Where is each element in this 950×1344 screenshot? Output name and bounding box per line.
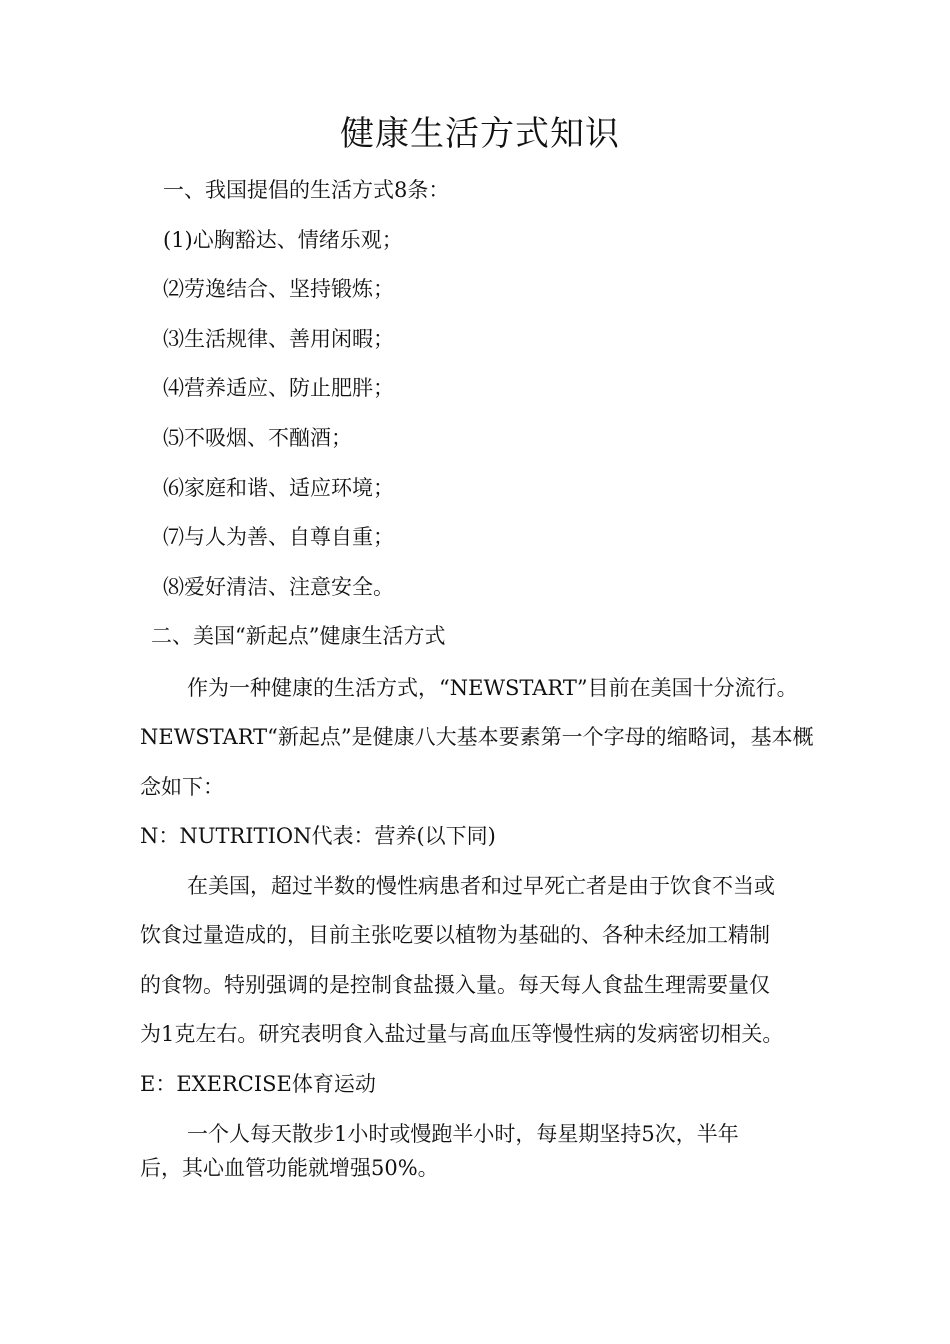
intro-line: 作为一种健康的生活方式，“NEWSTART”目前在美国十分流行。 xyxy=(187,676,798,700)
list-item: ⑻爱好清洁、注意安全。 xyxy=(163,575,394,599)
nutrition-paragraph-line: 为1克左右。研究表明食入盐过量与高血压等慢性病的发病密切相关。 xyxy=(140,1022,784,1046)
nutrition-heading: N：NUTRITION代表：营养(以下同) xyxy=(140,824,496,848)
list-item: ⑹家庭和谐、适应环境； xyxy=(163,476,394,500)
nutrition-paragraph-line: 的食物。特别强调的是控制食盐摄入量。每天每人食盐生理需要量仅 xyxy=(140,973,770,997)
exercise-heading: E：EXERCISE体育运动 xyxy=(140,1072,376,1096)
section2-heading: 二、美国“新起点”健康生活方式 xyxy=(151,624,446,648)
intro-line: 念如下： xyxy=(140,775,224,799)
list-item: ⑸不吸烟、不酗酒； xyxy=(163,426,352,450)
exercise-paragraph-line: 后，其心血管功能就增强50%。 xyxy=(140,1156,439,1180)
section1-heading: 一、我国提倡的生活方式8条： xyxy=(163,178,450,202)
intro-line: NEWSTART“新起点”是健康八大基本要素第一个字母的缩略词，基本概 xyxy=(140,725,814,749)
list-item: ⑶生活规律、善用闲暇； xyxy=(163,327,394,351)
exercise-paragraph-line: 一个人每天散步1小时或慢跑半小时，每星期坚持5次，半年 xyxy=(187,1122,739,1146)
nutrition-paragraph-line: 饮食过量造成的，目前主张吃要以植物为基础的、各种未经加工精制 xyxy=(140,923,770,947)
list-item: ⑵劳逸结合、坚持锻炼； xyxy=(163,277,394,301)
nutrition-paragraph-line: 在美国，超过半数的慢性病患者和过早死亡者是由于饮食不当或 xyxy=(187,874,775,898)
list-item: ⑷营养适应、防止肥胖； xyxy=(163,376,394,400)
page-title: 健康生活方式知识 xyxy=(340,114,620,154)
list-item: ⑺与人为善、自尊自重； xyxy=(163,525,394,549)
list-item: (1)心胸豁达、情绪乐观； xyxy=(163,228,403,252)
